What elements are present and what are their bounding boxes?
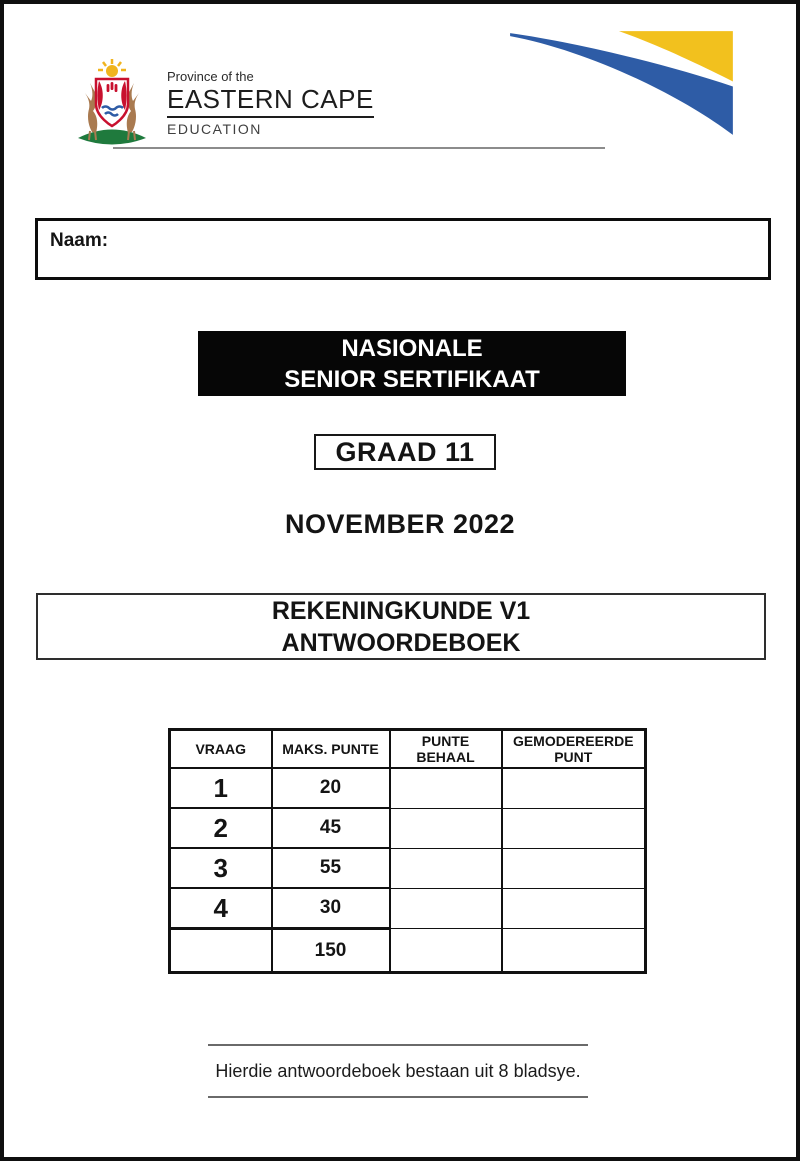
name-box — [35, 218, 771, 280]
marks-achieved-cell[interactable] — [390, 929, 502, 973]
subject-line-2: ANTWOORDEBOEK — [281, 628, 521, 657]
question-number: 3 — [170, 848, 272, 888]
marks-achieved-cell[interactable] — [390, 888, 502, 929]
header-gemodereerde-punt: GEMODEREERDE PUNT — [502, 730, 646, 769]
certificate-banner — [198, 331, 626, 396]
score-table-header-row — [170, 730, 646, 769]
shield-icon — [96, 79, 128, 126]
session-heading: NOVEMBER 2022 — [284, 509, 516, 539]
max-marks: 55 — [272, 848, 390, 888]
logo-province-line: Province of the — [167, 69, 254, 84]
page-count-note: Hierdie antwoordeboek bestaan uit 8 bladsye. — [208, 1044, 588, 1098]
question-number — [170, 929, 272, 973]
moderated-mark-cell[interactable] — [502, 848, 646, 888]
max-marks: 30 — [272, 888, 390, 929]
table-row-q3 — [170, 848, 646, 888]
marks-achieved-cell[interactable] — [390, 768, 502, 808]
subject-line-1: REKENINGKUNDE V1 — [271, 596, 531, 625]
moderated-mark-cell[interactable] — [502, 808, 646, 848]
header-maks-punte: MAKS. PUNTE — [272, 730, 390, 769]
max-marks: 45 — [272, 808, 390, 848]
total-max-marks: 150 — [272, 929, 390, 973]
banner-line-2: SENIOR SERTIFIKAAT — [284, 365, 540, 393]
subject-box — [36, 593, 766, 660]
name-label: Naam: — [50, 230, 109, 251]
moderated-mark-cell[interactable] — [502, 888, 646, 929]
marks-achieved-cell[interactable] — [390, 848, 502, 888]
question-number: 4 — [170, 888, 272, 929]
question-number: 2 — [170, 808, 272, 848]
table-row-q2 — [170, 808, 646, 848]
coat-of-arms-icon — [62, 58, 162, 154]
max-marks: 20 — [272, 768, 390, 808]
score-table — [168, 728, 647, 974]
header-vraag: VRAAG — [170, 730, 272, 769]
logo-wordmark — [167, 70, 374, 136]
table-row-q1 — [170, 768, 646, 808]
sun-icon — [98, 59, 126, 77]
score-table-container — [168, 728, 647, 974]
moderated-mark-cell[interactable] — [502, 929, 646, 973]
table-row-total — [170, 929, 646, 973]
logo-region-name: EASTERN CAPE — [167, 86, 374, 118]
table-row-q4 — [170, 888, 646, 929]
header-punte-behaal: PUNTE BEHAAL — [390, 730, 502, 769]
moderated-mark-cell[interactable] — [502, 768, 646, 808]
logo-department-line: EDUCATION — [167, 121, 262, 137]
question-number: 1 — [170, 768, 272, 808]
banner-line-1: NASIONALE — [341, 334, 483, 362]
mound-shape — [78, 130, 146, 145]
grade-label: GRAAD 11 — [335, 436, 475, 467]
marks-achieved-cell[interactable] — [390, 808, 502, 848]
grade-box — [314, 434, 496, 470]
name-input-area[interactable] — [122, 225, 764, 273]
swoosh-graphic-icon — [505, 22, 742, 148]
